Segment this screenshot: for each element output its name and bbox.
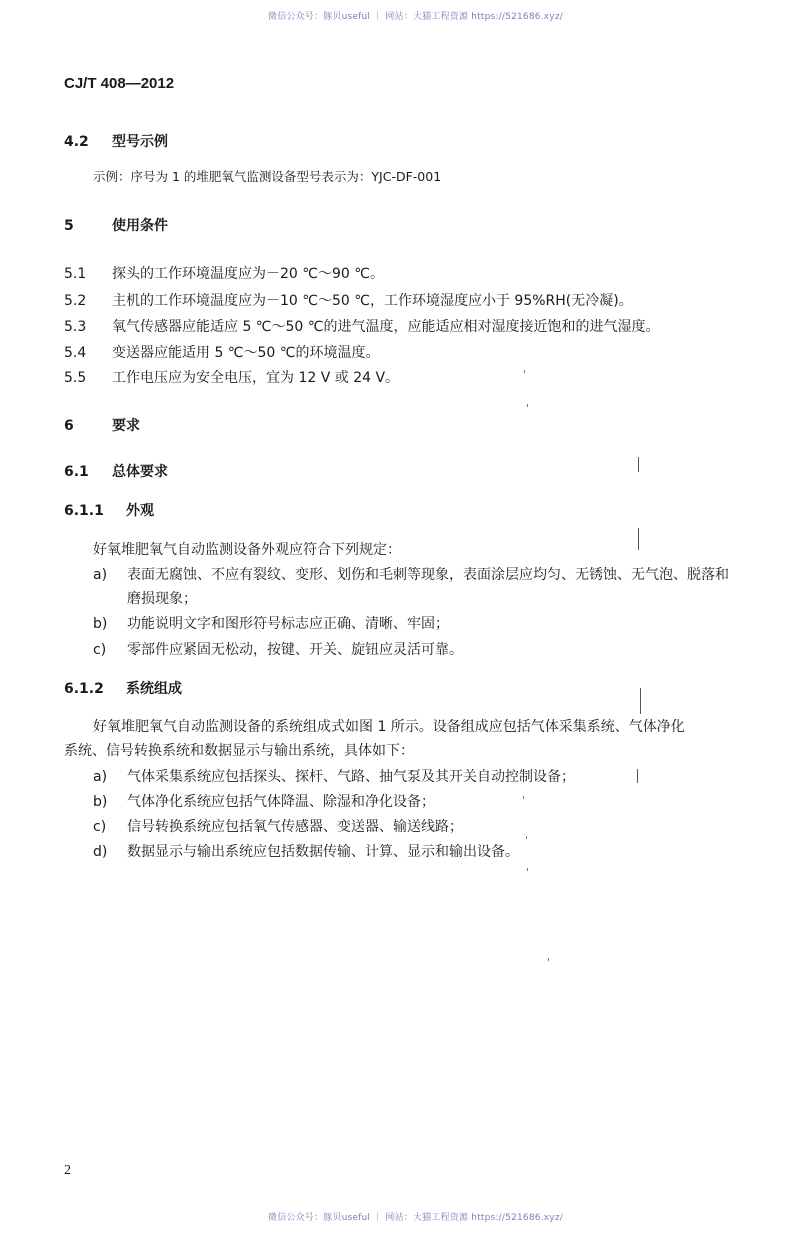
system-item-c xyxy=(93,816,463,836)
scan-mark xyxy=(527,404,528,407)
item-text: 零部件应紧固无松动，按键、开关、旋钮应灵活可靠。 xyxy=(127,642,463,658)
system-intro-line1: 好氧堆肥氧气自动监测设备的系统组成式如图 1 所示。设备组成应包括气体采集系统、气体净化 xyxy=(93,719,685,735)
scan-mark xyxy=(548,958,549,961)
watermark-bottom: 微信公众号：豚贝useful ｜ 网站：大猫工程资源 https://521686.xyz/ xyxy=(268,1213,563,1223)
item-text: 数据显示与输出系统应包括数据传输、计算、显示和输出设备。 xyxy=(127,844,519,860)
section-6-1-heading xyxy=(64,461,168,481)
clause-text: 探头的工作环境温度应为－20 ℃～90 ℃。 xyxy=(112,266,384,282)
appearance-intro: 好氧堆肥氧气自动监测设备外观应符合下列规定： xyxy=(93,542,401,558)
section-number: 6 xyxy=(64,418,74,434)
item-label: a) xyxy=(93,567,108,583)
appearance-item-b xyxy=(93,613,449,633)
scan-mark xyxy=(638,528,639,550)
system-item-d xyxy=(93,841,519,861)
section-number: 6.1 xyxy=(64,464,89,480)
clause-number: 5.4 xyxy=(64,345,87,361)
clause-text: 工作电压应为安全电压，宜为 12 V 或 24 V。 xyxy=(112,370,400,386)
clause-number: 5.2 xyxy=(64,293,87,309)
scan-mark xyxy=(637,769,638,783)
appearance-item-a-cont: 磨损现象； xyxy=(127,591,197,607)
item-label: b) xyxy=(93,794,108,810)
scan-mark xyxy=(527,868,528,871)
scan-mark xyxy=(524,370,525,373)
clause-text: 变送器应能适用 5 ℃～50 ℃的环境温度。 xyxy=(112,345,380,361)
section-title: 使用条件 xyxy=(112,218,168,234)
section-number: 5 xyxy=(64,218,74,234)
clause-5-1 xyxy=(64,263,384,283)
scan-mark xyxy=(523,796,524,799)
item-text: 气体采集系统应包括探头、探杆、气路、抽气泵及其开关自动控制设备； xyxy=(127,769,575,785)
section-title: 要求 xyxy=(112,418,140,434)
scan-mark xyxy=(640,688,641,714)
item-text: 信号转换系统应包括氧气传感器、变送器、输送线路； xyxy=(127,819,463,835)
section-number: 4.2 xyxy=(64,134,89,150)
scan-mark xyxy=(638,457,639,472)
system-item-b xyxy=(93,791,435,811)
item-label: c) xyxy=(93,642,107,658)
watermark-top: 微信公众号：豚贝useful ｜ 网站：大猫工程资源 https://521686.xyz/ xyxy=(268,12,563,22)
section-number: 6.1.1 xyxy=(64,503,104,519)
clause-5-2 xyxy=(64,290,633,310)
clause-5-3 xyxy=(64,316,660,336)
section-5-heading xyxy=(64,215,168,235)
clause-text: 氧气传感器应能适应 5 ℃～50 ℃的进气温度，应能适应相对湿度接近饱和的进气湿度。 xyxy=(112,319,660,335)
scan-mark xyxy=(526,836,527,839)
section-title: 外观 xyxy=(126,503,154,519)
item-label: d) xyxy=(93,844,108,860)
section-title: 型号示例 xyxy=(112,134,168,150)
item-text: 功能说明文字和图形符号标志应正确、清晰、牢固； xyxy=(127,616,449,632)
item-text: 表面无腐蚀、不应有裂纹、变形、划伤和毛刺等现象，表面涂层应均匀、无锈蚀、无气泡、脱落和 xyxy=(127,567,729,583)
item-label: b) xyxy=(93,616,108,632)
clause-text: 主机的工作环境温度应为－10 ℃～50 ℃，工作环境湿度应小于 95%RH(无冷凝)。 xyxy=(112,293,633,309)
section-title: 总体要求 xyxy=(112,464,168,480)
section-title: 系统组成 xyxy=(126,681,182,697)
section-number: 6.1.2 xyxy=(64,681,104,697)
appearance-item-c xyxy=(93,639,463,659)
section-4-2-heading xyxy=(64,131,168,151)
page-number: 2 xyxy=(64,1163,71,1178)
clause-number: 5.1 xyxy=(64,266,87,282)
appearance-item-a xyxy=(93,564,729,584)
item-text: 气体净化系统应包括气体降温、除湿和净化设备； xyxy=(127,794,435,810)
system-intro-line2: 系统、信号转换系统和数据显示与输出系统，具体如下： xyxy=(64,743,414,759)
standard-number: CJ/T 408—2012 xyxy=(64,75,175,92)
system-item-a xyxy=(93,766,575,786)
section-6-1-2-heading xyxy=(64,678,182,698)
item-label: c) xyxy=(93,819,107,835)
clause-number: 5.5 xyxy=(64,370,87,386)
clause-5-5 xyxy=(64,367,399,387)
section-6-1-1-heading xyxy=(64,500,154,520)
model-example: 示例：序号为 1 的堆肥氧气监测设备型号表示为：YJC-DF-001 xyxy=(93,169,442,184)
section-6-heading xyxy=(64,415,140,435)
item-label: a) xyxy=(93,769,108,785)
clause-5-4 xyxy=(64,342,380,362)
clause-number: 5.3 xyxy=(64,319,87,335)
